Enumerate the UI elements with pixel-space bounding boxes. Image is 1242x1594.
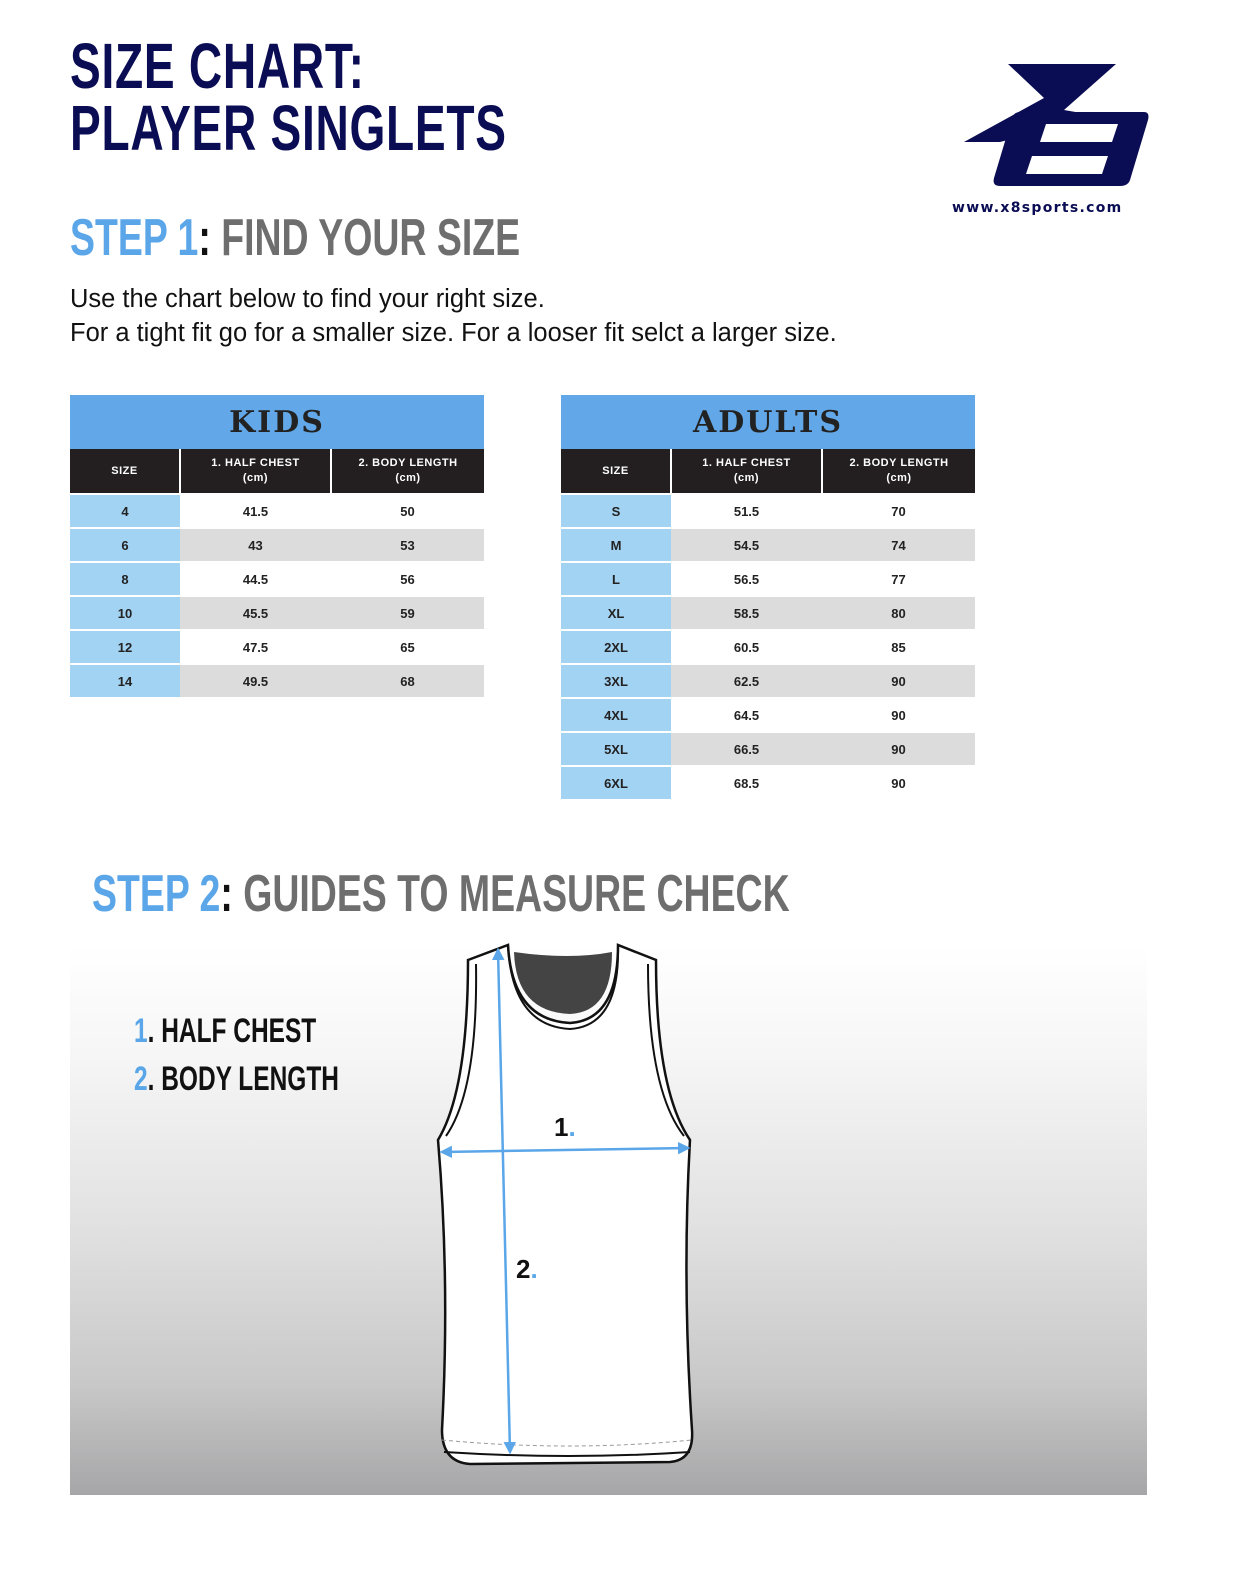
table-row [70, 494, 484, 528]
intro-text [70, 282, 837, 350]
body-length-cell: 74 [822, 528, 975, 562]
size-cell: 2XL [561, 630, 671, 664]
table-row [561, 630, 975, 664]
table-row [561, 494, 975, 528]
body-length-cell: 85 [822, 630, 975, 664]
half-chest-cell: 45.5 [180, 596, 331, 630]
legend-number: 1 [134, 1012, 148, 1050]
diagram-label-dot: . [568, 1112, 576, 1142]
legend-number: 2 [134, 1060, 148, 1098]
step2-colon: : [220, 865, 233, 923]
col-header-unit: (cm) [242, 472, 269, 484]
legend-label: . HALF CHEST [147, 1012, 317, 1050]
size-cell: 6XL [561, 766, 671, 799]
body-length-cell: 90 [822, 698, 975, 732]
body-length-cell: 90 [822, 766, 975, 799]
step2-prefix: STEP 2 [92, 865, 221, 923]
page-title-line1: SIZE CHART: [70, 30, 365, 102]
table-row [70, 562, 484, 596]
half-chest-cell: 51.5 [671, 494, 822, 528]
size-cell: M [561, 528, 671, 562]
table-row [70, 630, 484, 664]
half-chest-cell: 41.5 [180, 494, 331, 528]
half-chest-cell: 68.5 [671, 766, 822, 799]
legend-half-chest [134, 1014, 316, 1048]
diagram-label-half-chest [554, 1112, 576, 1143]
col-header-size-label: SIZE [111, 464, 138, 477]
body-length-cell: 68 [331, 664, 484, 697]
step1-prefix: STEP 1 [70, 209, 199, 267]
half-chest-cell: 56.5 [671, 562, 822, 596]
col-header-size [561, 449, 671, 494]
size-cell: 5XL [561, 732, 671, 766]
singlet-outline-icon [420, 930, 720, 1490]
size-cell: 4XL [561, 698, 671, 732]
body-length-cell: 70 [822, 494, 975, 528]
half-chest-cell: 62.5 [671, 664, 822, 698]
intro-line-1: Use the chart below to find your right size. [70, 285, 545, 313]
half-chest-cell: 60.5 [671, 630, 822, 664]
step1-colon: : [198, 209, 211, 267]
half-chest-cell: 47.5 [180, 630, 331, 664]
body-length-cell: 77 [822, 562, 975, 596]
col-header-unit: (cm) [886, 472, 912, 484]
size-cell: XL [561, 596, 671, 630]
legend-body-length [134, 1062, 339, 1096]
half-chest-cell: 54.5 [671, 528, 822, 562]
size-cell: 10 [70, 596, 180, 630]
col-header-body-length [822, 449, 975, 494]
table-row [561, 766, 975, 799]
diagram-label-number: 2 [516, 1254, 531, 1284]
x8-logo-icon [960, 62, 1150, 192]
table-row [70, 664, 484, 697]
table-row [561, 596, 975, 630]
half-chest-cell: 66.5 [671, 732, 822, 766]
size-cell: 8 [70, 562, 180, 596]
adults-table-title: ADULTS [561, 395, 975, 449]
diagram-label-number: 1 [554, 1112, 569, 1142]
kids-size-table [70, 395, 484, 697]
adults-size-table [561, 395, 975, 799]
size-cell: 4 [70, 494, 180, 528]
intro-line-2: For a tight fit go for a smaller size. For a looser fit selct a larger size. [70, 319, 837, 347]
col-header-half-chest-label: 1. HALF CHEST [702, 457, 791, 469]
table-row [561, 664, 975, 698]
size-cell: L [561, 562, 671, 596]
table-row [70, 596, 484, 630]
table-row [561, 528, 975, 562]
step2-heading [92, 865, 790, 923]
half-chest-cell: 49.5 [180, 664, 331, 697]
col-header-body-length-label: 2. BODY LENGTH [849, 457, 949, 469]
page-title-line2: PLAYER SINGLETS [70, 92, 507, 164]
col-header-body-length [331, 449, 484, 494]
size-cell: 3XL [561, 664, 671, 698]
body-length-cell: 90 [822, 664, 975, 698]
body-length-cell: 65 [331, 630, 484, 664]
col-header-body-length-label: 2. BODY LENGTH [358, 457, 458, 469]
col-header-size [70, 449, 180, 494]
col-header-size-label: SIZE [602, 464, 629, 477]
half-chest-cell: 58.5 [671, 596, 822, 630]
body-length-cell: 59 [331, 596, 484, 630]
brand-website[interactable]: www.x8sports.com [952, 200, 1123, 216]
size-cell: S [561, 494, 671, 528]
size-cell: 14 [70, 664, 180, 697]
size-cell: 12 [70, 630, 180, 664]
step1-title: FIND YOUR SIZE [210, 209, 521, 267]
body-length-cell: 56 [331, 562, 484, 596]
kids-table-title: KIDS [70, 395, 484, 449]
col-header-half-chest [180, 449, 331, 494]
body-length-cell: 50 [331, 494, 484, 528]
table-row [561, 732, 975, 766]
step1-heading [70, 209, 521, 267]
col-header-half-chest-label: 1. HALF CHEST [211, 457, 300, 469]
singlet-body [438, 945, 692, 1464]
diagram-label-dot: . [530, 1254, 538, 1284]
table-row [561, 562, 975, 596]
body-length-cell: 80 [822, 596, 975, 630]
body-length-cell: 90 [822, 732, 975, 766]
size-cell: 6 [70, 528, 180, 562]
table-row [561, 698, 975, 732]
half-chest-cell: 44.5 [180, 562, 331, 596]
col-header-unit: (cm) [733, 472, 760, 484]
table-row [70, 528, 484, 562]
col-header-unit: (cm) [395, 472, 421, 484]
step2-title: GUIDES TO MEASURE CHECK [232, 865, 790, 923]
diagram-label-body-length [516, 1254, 538, 1285]
col-header-half-chest [671, 449, 822, 494]
legend-label: . BODY LENGTH [147, 1060, 339, 1098]
half-chest-cell: 43 [180, 528, 331, 562]
body-length-cell: 53 [331, 528, 484, 562]
half-chest-cell: 64.5 [671, 698, 822, 732]
